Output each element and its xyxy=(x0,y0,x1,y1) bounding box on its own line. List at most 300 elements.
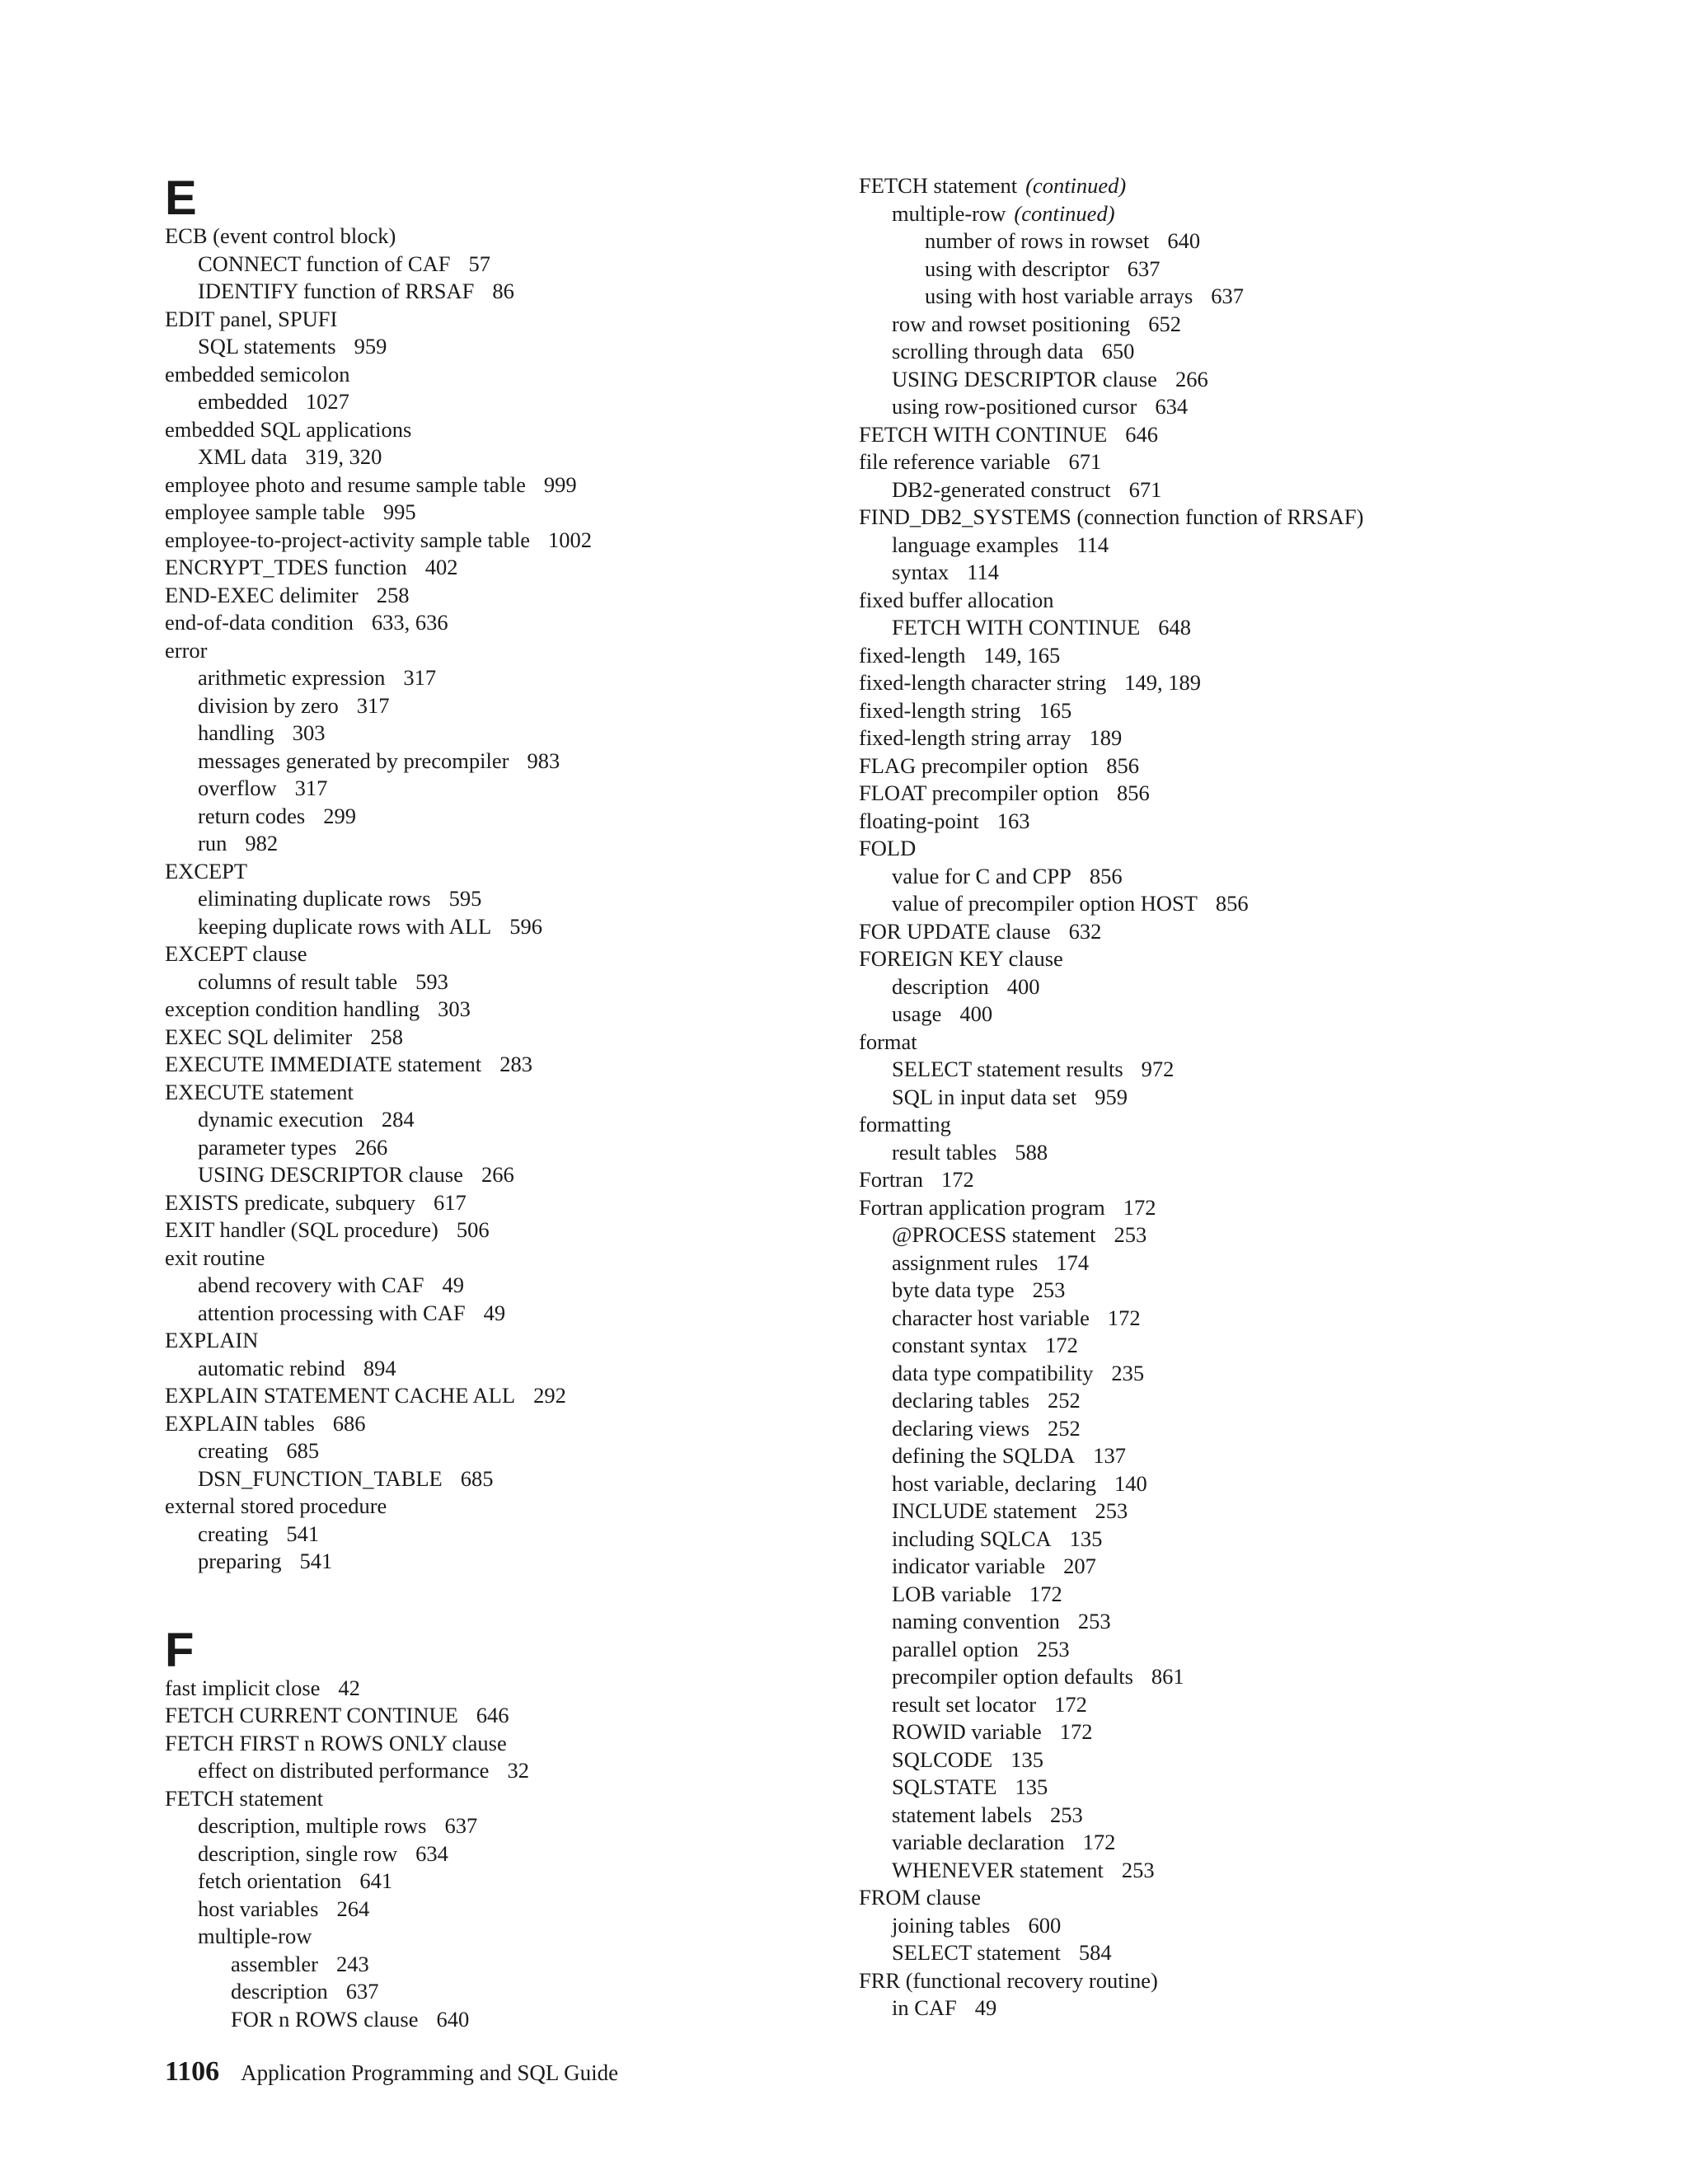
index-page-refs: 172 xyxy=(1082,1830,1116,1854)
index-term: in CAF xyxy=(892,1995,957,2020)
index-term: overflow xyxy=(198,776,277,800)
index-entry xyxy=(859,1139,1518,1167)
index-term: declaring tables xyxy=(892,1388,1030,1413)
index-term: dynamic execution xyxy=(198,1107,363,1132)
index-page-refs: 317 xyxy=(356,692,390,718)
index-term: fixed-length string xyxy=(859,697,1021,723)
index-page-refs: 648 xyxy=(1158,615,1192,640)
index-term: EXPLAIN xyxy=(165,1328,259,1352)
index-page-refs: 640 xyxy=(1167,228,1201,253)
index-term: fixed-length string array xyxy=(859,725,1071,750)
index-page-refs: 172 xyxy=(1107,1305,1141,1330)
index-page-refs: 207 xyxy=(1063,1554,1096,1578)
index-term: FRR (functional recovery routine) xyxy=(859,1967,1158,1993)
index-term: employee photo and resume sample table xyxy=(165,471,526,497)
index-page-refs: 634 xyxy=(415,1840,448,1866)
index-page-refs: 1002 xyxy=(547,527,592,552)
index-term: multiple-row xyxy=(198,1924,312,1948)
index-page-refs: 253 xyxy=(1032,1277,1066,1302)
index-page-refs: 253 xyxy=(1050,1802,1083,1827)
index-page-refs: 258 xyxy=(376,582,410,607)
index-page-refs: 284 xyxy=(381,1107,415,1132)
index-entry xyxy=(165,940,824,968)
index-entry xyxy=(165,1757,824,1785)
index-page-refs: 959 xyxy=(1095,1084,1128,1109)
page-number: 1106 xyxy=(165,2056,220,2087)
index-term: description, single row xyxy=(198,1840,398,1866)
index-page-refs: 595 xyxy=(448,886,482,911)
index-term: assignment rules xyxy=(892,1249,1039,1275)
index-term: including SQLCA xyxy=(892,1526,1052,1551)
index-entry xyxy=(859,1249,1518,1277)
index-page-refs: 637 xyxy=(345,1979,379,2004)
index-page-refs: 114 xyxy=(967,560,999,584)
index-entry xyxy=(859,945,1518,973)
index-entry xyxy=(165,858,824,886)
index-entry xyxy=(859,1746,1518,1774)
index-term: fixed buffer allocation xyxy=(859,587,1054,612)
index-term: end-of-data condition xyxy=(165,610,354,635)
index-entry xyxy=(859,393,1518,421)
continued-label: (continued) xyxy=(1025,173,1127,198)
index-term: syntax xyxy=(892,560,950,584)
index-term: assembler xyxy=(231,1951,318,1976)
index-entry xyxy=(165,637,824,665)
index-entry xyxy=(165,1216,824,1244)
index-page-refs: 266 xyxy=(1175,366,1208,391)
index-term: value of precompiler option HOST xyxy=(892,891,1198,916)
index-page-refs: 685 xyxy=(286,1438,320,1463)
index-entry xyxy=(859,559,1518,587)
index-term: arithmetic expression xyxy=(198,665,386,690)
index-page-refs: 685 xyxy=(460,1465,494,1491)
index-term: SQLCODE xyxy=(892,1746,993,1772)
index-entry xyxy=(859,1497,1518,1526)
index-entry xyxy=(859,614,1518,642)
index-term: EXIT handler (SQL procedure) xyxy=(165,1217,438,1242)
index-term: declaring views xyxy=(892,1415,1030,1441)
index-page-refs: 303 xyxy=(292,720,326,745)
index-entry xyxy=(165,1465,824,1493)
index-term: employee sample table xyxy=(165,499,365,524)
index-entry xyxy=(165,609,824,637)
index-entry xyxy=(165,443,824,471)
index-page-refs: 600 xyxy=(1028,1912,1062,1938)
index-entry xyxy=(859,1387,1518,1415)
index-entry xyxy=(165,885,824,913)
index-term: keeping duplicate rows with ALL xyxy=(198,913,492,939)
index-term: naming convention xyxy=(892,1609,1060,1633)
index-entry xyxy=(165,913,824,941)
index-entry xyxy=(165,1051,824,1079)
index-term: EXPLAIN STATEMENT CACHE ALL xyxy=(165,1383,516,1408)
index-entry xyxy=(859,1415,1518,1443)
index-term: ECB (event control block) xyxy=(165,223,396,248)
index-term: CONNECT function of CAF xyxy=(198,251,451,276)
index-page-refs: 253 xyxy=(1077,1609,1111,1633)
index-entry xyxy=(165,1106,824,1134)
index-page-refs: 632 xyxy=(1068,918,1102,944)
index-page-refs: 1027 xyxy=(305,389,349,414)
index-page-refs: 596 xyxy=(509,913,542,939)
index-entry xyxy=(165,554,824,582)
index-column-left xyxy=(165,165,824,2033)
index-page-refs: 972 xyxy=(1141,1057,1175,1081)
index-entry xyxy=(859,1194,1518,1222)
index-term: employee-to-project-activity sample table xyxy=(165,527,530,552)
index-page-refs: 140 xyxy=(1114,1470,1147,1496)
index-entry xyxy=(165,527,824,555)
index-term: effect on distributed performance xyxy=(198,1758,490,1783)
index-term: embedded semicolon xyxy=(165,361,350,387)
index-entry xyxy=(165,1244,824,1272)
index-page-refs: 258 xyxy=(370,1024,403,1049)
index-page-refs: 135 xyxy=(1069,1526,1103,1551)
index-term: IDENTIFY function of RRSAF xyxy=(198,279,475,303)
index-entry xyxy=(859,835,1518,863)
index-entry xyxy=(165,2006,824,2034)
index-term: description, multiple rows xyxy=(198,1813,427,1838)
index-page-refs: 633, 636 xyxy=(371,610,448,635)
index-term: FOR UPDATE clause xyxy=(859,918,1051,944)
index-page-refs: 319, 320 xyxy=(305,444,382,469)
index-page-refs: 57 xyxy=(468,251,490,276)
index-page-refs: 253 xyxy=(1114,1222,1147,1247)
index-page-refs: 163 xyxy=(996,808,1030,833)
index-term: ROWID variable xyxy=(892,1719,1042,1744)
index-term: preparing xyxy=(198,1549,282,1573)
index-entry xyxy=(165,692,824,720)
index-page-refs: 137 xyxy=(1093,1443,1127,1468)
index-entry xyxy=(859,421,1518,449)
index-entry xyxy=(165,1024,824,1052)
index-page-refs: 317 xyxy=(403,665,437,690)
index-entry xyxy=(859,1277,1518,1305)
index-entry xyxy=(165,996,824,1024)
index-term: exception condition handling xyxy=(165,996,420,1021)
index-entry xyxy=(859,366,1518,394)
index-term: columns of result table xyxy=(198,968,398,994)
index-term: attention processing with CAF xyxy=(198,1300,466,1325)
index-entry xyxy=(165,1785,824,1813)
index-term: division by zero xyxy=(198,692,339,718)
index-page-refs: 646 xyxy=(1125,421,1159,447)
index-entry xyxy=(165,1702,824,1730)
index-page-refs: 172 xyxy=(1029,1581,1062,1606)
index-entry xyxy=(165,361,824,389)
index-entry xyxy=(859,863,1518,891)
index-term: @PROCESS statement xyxy=(892,1222,1096,1247)
index-term: embedded xyxy=(198,389,288,414)
index-page-refs: 303 xyxy=(438,996,471,1021)
index-entry xyxy=(859,973,1518,1001)
index-term: EXISTS predicate, subquery xyxy=(165,1189,415,1215)
index-page-refs: 646 xyxy=(476,1703,509,1727)
index-entry xyxy=(859,1774,1518,1802)
index-term: description xyxy=(231,1979,328,2004)
index-term: EXPLAIN tables xyxy=(165,1410,315,1436)
index-page-refs: 86 xyxy=(492,279,514,303)
index-column-right xyxy=(859,172,1518,2022)
index-entry xyxy=(165,1730,824,1758)
index-term: fetch orientation xyxy=(198,1868,342,1893)
index-entry xyxy=(859,1553,1518,1581)
index-page-refs: 165 xyxy=(1039,697,1072,723)
index-page-refs: 634 xyxy=(1155,394,1189,419)
index-term: formatting xyxy=(859,1112,951,1137)
index-term: host variable, declaring xyxy=(892,1470,1096,1496)
index-term: FETCH statement xyxy=(859,173,1018,198)
index-term: format xyxy=(859,1029,917,1054)
index-entry xyxy=(165,775,824,803)
index-page-refs: 49 xyxy=(442,1272,464,1297)
index-entry xyxy=(859,1691,1518,1719)
index-page-refs: 235 xyxy=(1111,1360,1145,1385)
index-page-refs: 671 xyxy=(1128,476,1162,502)
index-page-refs: 252 xyxy=(1048,1388,1081,1413)
index-term: variable declaration xyxy=(892,1830,1065,1854)
index-page-refs: 42 xyxy=(338,1675,360,1700)
index-entry xyxy=(859,890,1518,918)
index-term: scrolling through data xyxy=(892,339,1084,363)
index-page-refs: 172 xyxy=(1059,1719,1093,1744)
index-term: EDIT panel, SPUFI xyxy=(165,306,338,331)
index-term: FOREIGN KEY clause xyxy=(859,946,1063,971)
index-entry xyxy=(165,388,824,416)
index-entry xyxy=(859,1084,1518,1112)
index-page-refs: 588 xyxy=(1015,1139,1048,1165)
index-term: defining the SQLDA xyxy=(892,1443,1076,1468)
index-page-refs: 637 xyxy=(444,1813,478,1838)
index-entry xyxy=(859,1884,1518,1912)
index-page-refs: 593 xyxy=(415,968,448,994)
index-section-letter: E xyxy=(165,171,197,225)
index-entry xyxy=(859,1829,1518,1857)
index-term: description xyxy=(892,973,989,999)
index-page-refs: 856 xyxy=(1215,891,1249,916)
continued-label: (continued) xyxy=(1014,200,1115,226)
index-entry xyxy=(165,582,824,610)
index-entry xyxy=(165,1896,824,1924)
index-entry xyxy=(859,752,1518,780)
index-term: FOLD xyxy=(859,836,917,860)
index-entry xyxy=(165,1327,824,1355)
index-term: creating xyxy=(198,1438,269,1463)
index-entry xyxy=(165,748,824,776)
index-page-refs: 317 xyxy=(294,776,328,800)
index-term: embedded SQL applications xyxy=(165,416,412,442)
index-term: run xyxy=(198,831,227,855)
index-entry xyxy=(859,1029,1518,1057)
index-entry xyxy=(165,830,824,858)
index-page-refs: 637 xyxy=(1211,284,1245,308)
index-term: FLOAT precompiler option xyxy=(859,780,1099,805)
index-term: FIND_DB2_SYSTEMS (connection function of RRSAF) xyxy=(859,504,1364,529)
index-entry xyxy=(859,1912,1518,1940)
index-term: multiple-row xyxy=(892,200,1006,226)
index-term: EXCEPT xyxy=(165,858,248,883)
index-term: floating-point xyxy=(859,808,979,833)
index-page-refs: 402 xyxy=(424,555,458,579)
page-footer xyxy=(165,2055,618,2089)
index-term: parallel option xyxy=(892,1636,1019,1661)
index-page-refs: 584 xyxy=(1078,1940,1112,1965)
index-term: handling xyxy=(198,720,274,745)
index-page-refs: 541 xyxy=(299,1549,333,1573)
index-entry xyxy=(859,255,1518,284)
index-entry xyxy=(859,1939,1518,1967)
index-term: file reference variable xyxy=(859,449,1051,474)
index-entry xyxy=(859,642,1518,670)
index-entry xyxy=(859,504,1518,532)
index-term: SQL in input data set xyxy=(892,1084,1077,1109)
index-term: FETCH statement xyxy=(165,1785,324,1811)
index-page-refs: 983 xyxy=(527,748,560,773)
index-term: messages generated by precompiler xyxy=(198,748,509,773)
index-entry xyxy=(859,476,1518,504)
index-entry xyxy=(165,1812,824,1840)
index-entry xyxy=(859,1857,1518,1885)
index-page-refs: 650 xyxy=(1101,339,1135,363)
index-term: FETCH WITH CONTINUE xyxy=(859,421,1108,447)
index-entry xyxy=(165,1355,824,1383)
index-entry xyxy=(165,1675,824,1703)
index-term: EXCEPT clause xyxy=(165,941,307,966)
index-entry xyxy=(859,1608,1518,1636)
index-page-refs: 172 xyxy=(1045,1333,1078,1357)
index-entry xyxy=(165,1493,824,1521)
index-page-refs: 189 xyxy=(1089,725,1123,750)
index-term: creating xyxy=(198,1521,269,1546)
index-page-refs: 114 xyxy=(1076,532,1109,557)
index-entry xyxy=(165,803,824,831)
index-page-refs: 617 xyxy=(433,1189,467,1215)
index-term: using row-positioned cursor xyxy=(892,394,1137,419)
index-term: SQL statements xyxy=(198,334,336,359)
index-term: FOR n ROWS clause xyxy=(231,2006,419,2032)
index-entry xyxy=(859,448,1518,476)
index-term: EXEC SQL delimiter xyxy=(165,1024,353,1049)
index-page-refs: 894 xyxy=(363,1355,396,1380)
index-page-refs: 995 xyxy=(382,499,416,524)
index-page-refs: 400 xyxy=(959,1001,993,1026)
index-term: precompiler option defaults xyxy=(892,1664,1133,1689)
index-page-refs: 135 xyxy=(1015,1774,1048,1799)
index-term: automatic rebind xyxy=(198,1355,345,1380)
index-term: result set locator xyxy=(892,1691,1037,1717)
index-term: SELECT statement results xyxy=(892,1057,1123,1081)
index-page-refs: 283 xyxy=(499,1052,532,1076)
index-entry xyxy=(859,172,1518,200)
index-entry xyxy=(859,283,1518,311)
index-term: usage xyxy=(892,1001,942,1026)
index-entry xyxy=(165,719,824,748)
index-term: FROM clause xyxy=(859,1885,981,1910)
index-term: FETCH FIRST n ROWS ONLY clause xyxy=(165,1730,507,1755)
index-entry xyxy=(165,1951,824,1979)
index-entry xyxy=(165,1079,824,1107)
index-entry xyxy=(859,697,1518,725)
index-entry xyxy=(165,1840,824,1868)
index-page-refs: 506 xyxy=(456,1217,490,1242)
index-page-refs: 856 xyxy=(1106,752,1139,778)
index-page-refs: 637 xyxy=(1127,255,1160,281)
index-page-refs: 49 xyxy=(483,1300,506,1325)
index-term: byte data type xyxy=(892,1277,1015,1302)
index-entry xyxy=(165,1161,824,1189)
index-entry xyxy=(859,587,1518,615)
index-entry xyxy=(859,1718,1518,1746)
index-term: SELECT statement xyxy=(892,1940,1061,1965)
index-entry xyxy=(165,968,824,996)
index-term: DB2-generated construct xyxy=(892,476,1111,502)
index-term: FETCH CURRENT CONTINUE xyxy=(165,1703,458,1727)
index-term: using with descriptor xyxy=(925,255,1109,281)
index-term: using with host variable arrays xyxy=(925,284,1193,308)
index-entry xyxy=(859,1001,1518,1029)
index-page-refs: 266 xyxy=(481,1162,514,1187)
index-page-refs: 174 xyxy=(1056,1249,1090,1275)
index-entry xyxy=(859,1111,1518,1139)
index-term: SQLSTATE xyxy=(892,1774,997,1799)
index-term: fixed-length xyxy=(859,642,966,668)
index-entry xyxy=(859,1526,1518,1554)
index-entry xyxy=(859,1360,1518,1388)
index-entry xyxy=(859,780,1518,808)
index-entry xyxy=(859,311,1518,339)
index-term: LOB variable xyxy=(892,1581,1011,1606)
index-term: FLAG precompiler option xyxy=(859,752,1089,778)
index-page-refs: 253 xyxy=(1095,1498,1128,1523)
index-page-refs: 243 xyxy=(335,1951,369,1976)
index-entry xyxy=(165,1134,824,1162)
index-page-refs: 253 xyxy=(1036,1636,1070,1661)
index-term: language examples xyxy=(892,532,1059,557)
index-entry xyxy=(165,278,824,306)
index-term: USING DESCRIPTOR clause xyxy=(198,1162,463,1187)
index-page-refs: 652 xyxy=(1148,311,1182,336)
index-term: EXECUTE statement xyxy=(165,1079,354,1104)
index-page-refs: 959 xyxy=(354,334,387,359)
index-term: value for C and CPP xyxy=(892,863,1071,888)
index-term: data type compatibility xyxy=(892,1360,1094,1385)
index-page-refs: 541 xyxy=(286,1521,320,1546)
index-entry xyxy=(859,532,1518,560)
index-entry xyxy=(165,1382,824,1410)
index-entry xyxy=(165,306,824,334)
index-page-refs: 861 xyxy=(1151,1664,1184,1689)
index-entry xyxy=(165,1300,824,1328)
index-page-refs: 982 xyxy=(245,831,279,855)
index-entry xyxy=(165,1868,824,1896)
index-term: error xyxy=(165,637,208,663)
index-term: joining tables xyxy=(892,1912,1010,1938)
index-page-refs: 172 xyxy=(1054,1691,1087,1717)
index-entry xyxy=(859,1581,1518,1609)
index-entry xyxy=(859,724,1518,752)
index-term: row and rowset positioning xyxy=(892,311,1131,336)
index-term: END-EXEC delimiter xyxy=(165,582,359,607)
index-term: return codes xyxy=(198,803,306,828)
index-term: exit routine xyxy=(165,1244,265,1270)
index-entry xyxy=(165,471,824,499)
index-entry xyxy=(859,918,1518,946)
index-entry xyxy=(165,1189,824,1217)
index-entry xyxy=(859,200,1518,228)
index-entry xyxy=(165,1437,824,1465)
index-entry xyxy=(859,227,1518,255)
index-entry xyxy=(859,1636,1518,1664)
